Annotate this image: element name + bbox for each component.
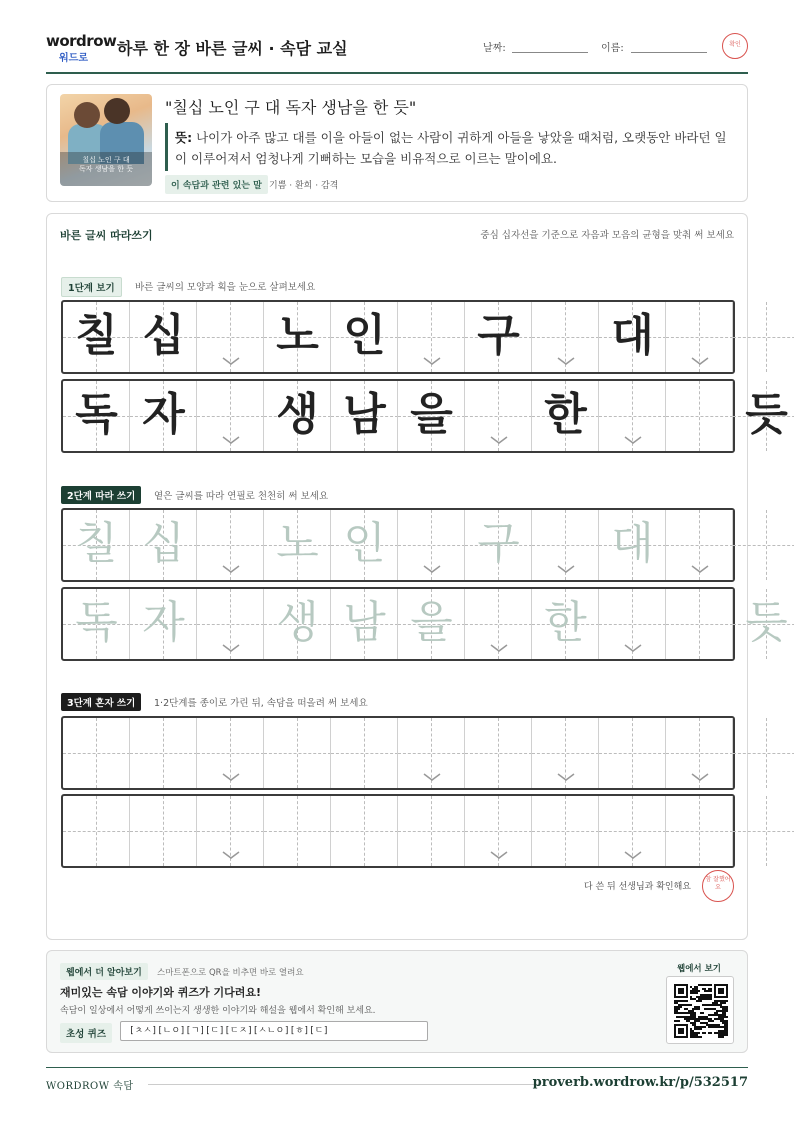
related-badge: 이 속담과 관련 있는 말 (165, 175, 268, 194)
illustration-caption: 칠십 노인 구 대 독자 생남을 한 듯 (60, 152, 152, 186)
grid-cell (63, 302, 130, 372)
grid-cell[interactable] (666, 510, 733, 580)
grid-character: 구 (477, 518, 520, 569)
meaning-text: 나이가 아주 많고 대를 이을 아들이 없는 사람이 귀하게 아들을 낳았을 때처럼, 오랫동안 바라던 일이 이루어져서 엄청나게 기뻐하는 모습을 비유적으로 이르는 말이에요. (175, 130, 727, 166)
grid-cell[interactable] (465, 510, 532, 580)
grid-cell[interactable] (733, 589, 794, 659)
grid-cell (197, 302, 264, 372)
grid-cell (666, 381, 733, 451)
web-panel (46, 950, 748, 1053)
grid-cell (733, 302, 794, 372)
grid-cell (63, 381, 130, 451)
well-done-stamp-icon (702, 870, 734, 902)
grid-cell[interactable] (197, 796, 264, 866)
grid-cell[interactable] (264, 718, 331, 788)
practice-panel (46, 213, 788, 940)
grid-cell[interactable] (599, 718, 666, 788)
grid-cell (197, 381, 264, 451)
grid-character: 생 (276, 597, 319, 648)
name-label: 이름: (601, 43, 624, 54)
space-mark-icon (221, 643, 241, 653)
confirm-text: 다 쓴 뒤 선생님과 확인해요 (583, 882, 691, 892)
web-headline: 재미있는 속담 이야기와 퀴즈가 기다려요! (60, 986, 261, 999)
grid-cell (599, 302, 666, 372)
step3-row-2[interactable] (61, 794, 735, 868)
space-mark-icon (422, 356, 442, 366)
grid-character: 인 (343, 310, 386, 361)
step3-badge: 3단계 혼자 쓰기 (61, 693, 141, 711)
related-tags: 기쁨 · 환희 · 감격 (269, 181, 339, 191)
grid-cell[interactable] (398, 796, 465, 866)
space-mark-icon (422, 564, 442, 574)
footer-url[interactable]: proverb.wordrow.kr/p/532517 (532, 1075, 748, 1090)
page-title: 하루 한 장 바른 글씨 · 속담 교실 (117, 39, 348, 58)
web-badge: 웹에서 더 알아보기 (60, 963, 148, 980)
grid-cell[interactable] (733, 718, 794, 788)
grid-cell[interactable] (599, 589, 666, 659)
date-label: 날짜: (483, 43, 506, 54)
grid-cell[interactable] (130, 510, 197, 580)
grid-cell[interactable] (532, 796, 599, 866)
space-mark-icon (221, 772, 241, 782)
grid-cell[interactable] (599, 796, 666, 866)
name-field[interactable] (631, 52, 707, 53)
grid-cell[interactable] (264, 510, 331, 580)
grid-cell[interactable] (197, 510, 264, 580)
step1-badge: 1단계 보기 (61, 277, 122, 297)
space-mark-icon (489, 850, 509, 860)
qr-label: 웹에서 보기 (677, 964, 722, 974)
proverb-meaning (175, 127, 735, 169)
page-header (46, 30, 748, 74)
grid-cell[interactable] (130, 796, 197, 866)
space-mark-icon (489, 435, 509, 445)
grid-cell (398, 381, 465, 451)
grid-cell[interactable] (465, 589, 532, 659)
grid-cell (532, 302, 599, 372)
grid-character: 한 (544, 597, 587, 648)
grid-cell[interactable] (63, 796, 130, 866)
footer-divider (148, 1084, 538, 1085)
web-hint: 스마트폰으로 QR을 비추면 바로 열려요 (157, 968, 304, 978)
qr-code-icon[interactable] (666, 976, 734, 1044)
grid-character: 칠 (75, 310, 118, 361)
quiz-badge: 초성 퀴즈 (60, 1023, 112, 1043)
grid-cell (130, 381, 197, 451)
space-mark-icon (489, 643, 509, 653)
grid-character: 인 (343, 518, 386, 569)
logo-wordmark: wordrow (46, 32, 117, 50)
grid-cell (733, 381, 794, 451)
grid-cell[interactable] (331, 718, 398, 788)
grid-cell (331, 302, 398, 372)
grid-character: 구 (477, 310, 520, 361)
space-mark-icon (422, 772, 442, 782)
grid-cell[interactable] (331, 589, 398, 659)
grid-character: 대 (611, 518, 654, 569)
practice-note: 중심 십자선을 기준으로 자음과 모음의 균형을 맞춰 써 보세요 (480, 230, 734, 241)
grid-cell[interactable] (264, 589, 331, 659)
grid-character: 십 (142, 518, 185, 569)
meaning-accent-bar (165, 123, 168, 171)
grid-character: 자 (142, 389, 185, 440)
meaning-label: 뜻: (175, 130, 193, 145)
grid-cell[interactable] (197, 589, 264, 659)
step3-desc: 1·2단계를 종이로 가린 뒤, 속담을 떠올려 써 보세요 (154, 698, 368, 709)
grid-cell[interactable] (465, 796, 532, 866)
grid-cell[interactable] (599, 510, 666, 580)
grid-cell[interactable] (63, 589, 130, 659)
space-mark-icon (221, 435, 241, 445)
seal-text: 확인 (729, 41, 741, 48)
proverb-illustration (60, 94, 152, 186)
grid-character: 듯 (745, 597, 788, 648)
date-field[interactable] (512, 52, 588, 53)
grid-cell[interactable] (666, 796, 733, 866)
grid-cell[interactable] (331, 510, 398, 580)
grid-cell[interactable] (465, 718, 532, 788)
step2-row-1[interactable] (61, 508, 735, 582)
space-mark-icon (221, 564, 241, 574)
grid-cell[interactable] (398, 510, 465, 580)
grid-character: 을 (410, 389, 453, 440)
logo-korean: 워드로 (59, 53, 88, 64)
step1-row-2 (61, 379, 788, 453)
grid-cell (264, 302, 331, 372)
proverb-title: "칠십 노인 구 대 독자 생남을 한 듯" (165, 98, 417, 117)
grid-cell[interactable] (130, 718, 197, 788)
grid-cell[interactable] (63, 510, 130, 580)
grid-cell[interactable] (666, 718, 733, 788)
space-mark-icon (690, 772, 710, 782)
step1-row-1 (61, 300, 735, 374)
step2-badge: 2단계 따라 쓰기 (61, 486, 141, 504)
grid-character: 한 (544, 389, 587, 440)
grid-character: 생 (276, 389, 319, 440)
space-mark-icon (556, 564, 576, 574)
wordrow-logo (46, 32, 117, 64)
grid-cell[interactable] (398, 589, 465, 659)
grid-character: 노 (276, 310, 319, 361)
grid-character: 남 (343, 597, 386, 648)
grid-character: 독 (75, 389, 118, 440)
grid-cell[interactable] (733, 796, 794, 866)
grid-character: 노 (276, 518, 319, 569)
check-seal-icon (722, 33, 748, 59)
grid-cell (331, 381, 398, 451)
grid-character: 자 (142, 597, 185, 648)
grid-cell[interactable] (532, 718, 599, 788)
space-mark-icon (556, 356, 576, 366)
grid-cell (599, 381, 666, 451)
practice-title: 바른 글씨 따라쓰기 (60, 229, 153, 242)
proverb-card (46, 84, 748, 202)
space-mark-icon (690, 564, 710, 574)
grid-cell (130, 302, 197, 372)
space-mark-icon (690, 356, 710, 366)
web-description: 속담이 일상에서 어떻게 쓰이는지 생생한 이야기와 해설을 웹에서 확인해 보세요. (60, 1006, 376, 1016)
grid-cell (264, 381, 331, 451)
grid-cell[interactable] (264, 796, 331, 866)
grid-character: 을 (410, 597, 453, 648)
grid-character: 대 (611, 310, 654, 361)
grid-cell[interactable] (532, 589, 599, 659)
grid-character: 남 (343, 389, 386, 440)
grid-character: 십 (142, 310, 185, 361)
space-mark-icon (623, 435, 643, 445)
grid-cell[interactable] (398, 718, 465, 788)
grid-cell[interactable] (532, 510, 599, 580)
step1-desc: 바른 글씨의 모양과 획을 눈으로 살펴보세요 (135, 282, 316, 293)
space-mark-icon (556, 772, 576, 782)
grid-cell (398, 302, 465, 372)
grid-cell[interactable] (130, 589, 197, 659)
page-footer (46, 1067, 748, 1097)
step2-row-2[interactable] (61, 587, 788, 661)
grid-character: 듯 (745, 389, 788, 440)
grid-cell[interactable] (733, 510, 794, 580)
grid-character: 칠 (75, 518, 118, 569)
initial-consonant-quiz: [ㅊㅅ][ㄴㅇ][ㄱ][ㄷ][ㄷㅈ][ㅅㄴㅇ][ㅎ][ㄷ] (120, 1021, 428, 1041)
step2-desc: 옅은 글씨를 따라 연필로 천천히 써 보세요 (154, 491, 329, 502)
footer-brand: WORDROW 속담 (46, 1081, 134, 1092)
stamp-text: 참 잘했어요 (705, 876, 731, 891)
grid-cell (666, 302, 733, 372)
grid-cell[interactable] (666, 589, 733, 659)
grid-cell[interactable] (197, 718, 264, 788)
space-mark-icon (221, 850, 241, 860)
step3-row-1[interactable] (61, 716, 735, 790)
grid-cell[interactable] (63, 718, 130, 788)
space-mark-icon (623, 643, 643, 653)
grid-cell (465, 381, 532, 451)
space-mark-icon (623, 850, 643, 860)
grid-cell[interactable] (331, 796, 398, 866)
grid-cell (465, 302, 532, 372)
grid-cell (532, 381, 599, 451)
space-mark-icon (221, 356, 241, 366)
grid-character: 독 (75, 597, 118, 648)
